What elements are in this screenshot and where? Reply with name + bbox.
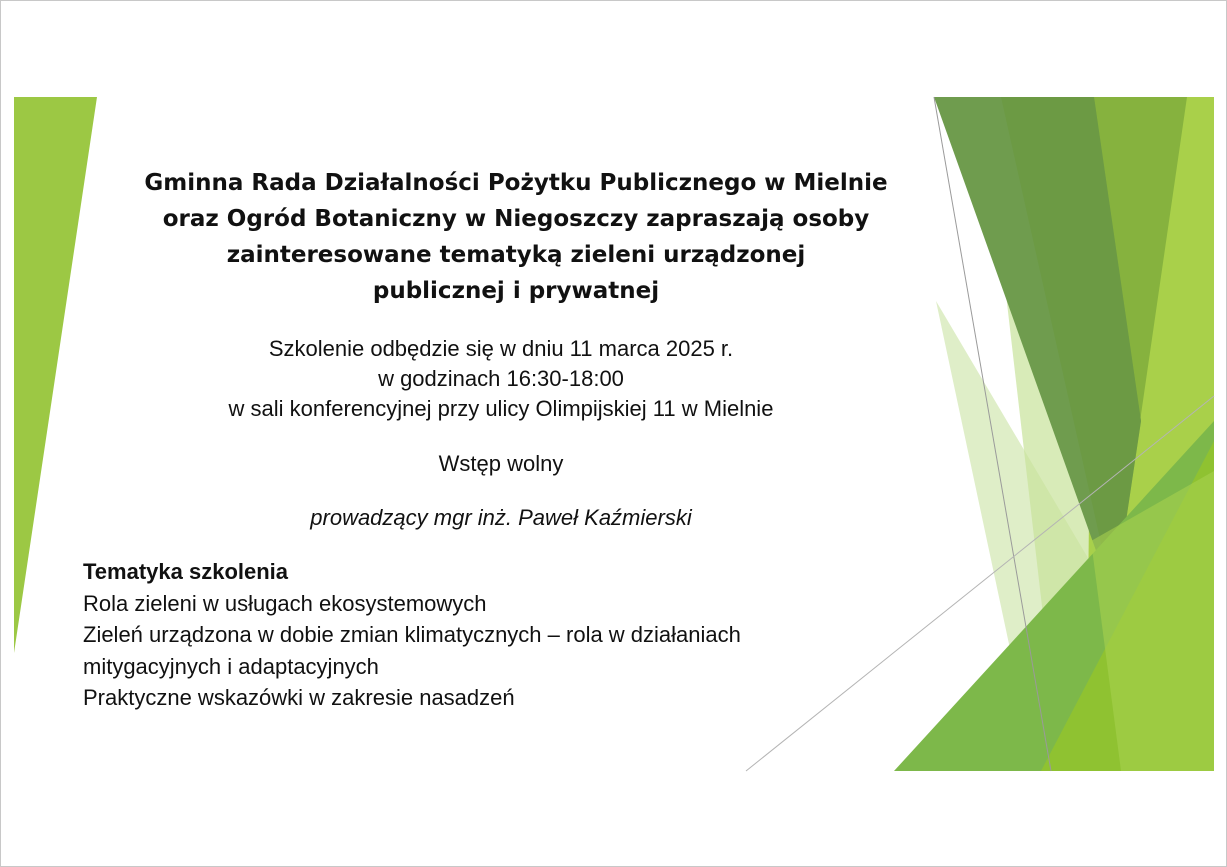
trainer-line: prowadzący mgr inż. Paweł Kaźmierski — [310, 505, 692, 530]
topic-item: Zieleń urządzona w dobie zmian klimatycznych – rola w działaniach — [83, 622, 741, 647]
heading-line-4: publicznej i prywatnej — [372, 278, 660, 304]
green-triangle-decoration — [1, 1, 1226, 866]
free-entry-note: Wstęp wolny — [438, 451, 564, 476]
heading-line-1: Gminna Rada Działalności Pożytku Publicznego w Mielnie — [144, 170, 888, 196]
event-hours: w godzinach 16:30-18:00 — [378, 366, 624, 391]
topic-item: mitygacyjnych i adaptacyjnych — [83, 653, 379, 679]
heading-line-2: oraz Ogród Botaniczny w Niegoszczy zapraszają osoby — [162, 206, 870, 232]
training-topics — [83, 556, 903, 714]
topics-title: Tematyka szkolenia — [83, 559, 289, 584]
event-place: w sali konferencyjnej przy ulicy Olimpijskiej 11 w Mielnie — [228, 396, 774, 421]
invitation-heading — [96, 165, 936, 309]
event-details — [101, 334, 901, 424]
heading-line-3: zainteresowane tematyką zieleni urządzonej — [226, 242, 806, 268]
topic-item: Praktyczne wskazówki w zakresie nasadzeń — [83, 685, 515, 710]
topic-item: Rola zieleni w usługach ekosystemowych — [83, 590, 487, 616]
event-date: Szkolenie odbędzie się w dniu 11 marca 2025 r. — [268, 336, 734, 361]
